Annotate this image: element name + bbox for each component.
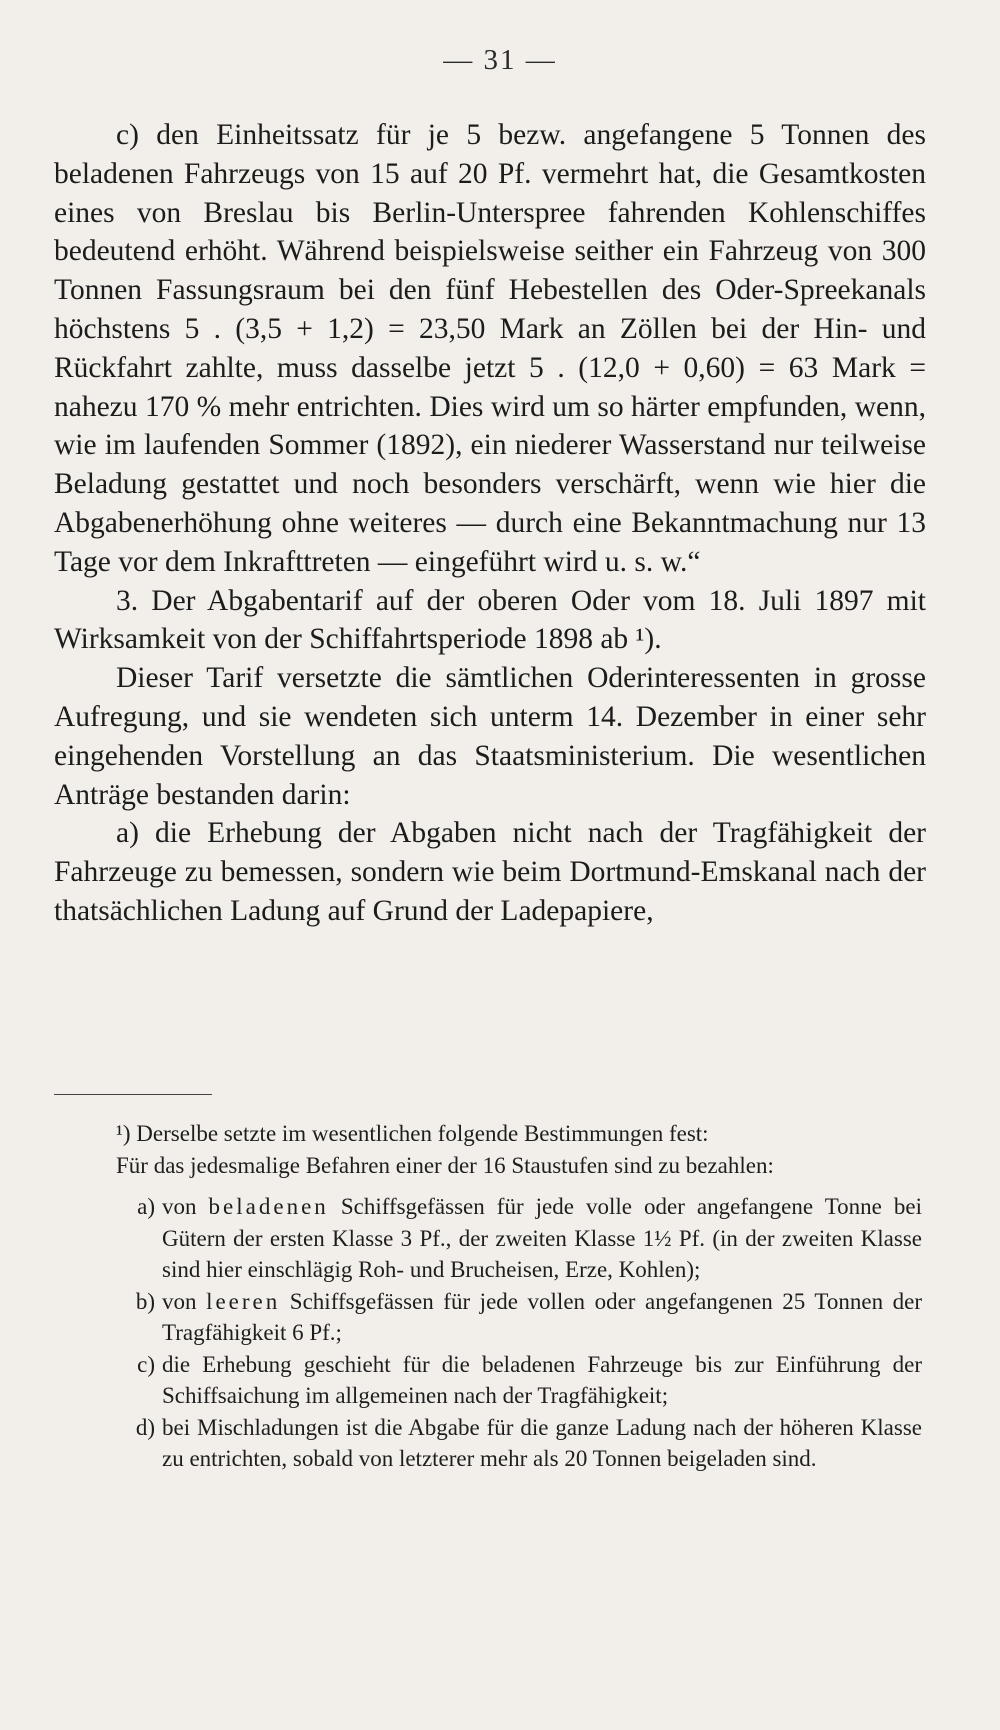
section-heading-paragraph: 3. Der Abgabentarif auf der oberen Oder vom 18. Juli 1897 mit Wirksamkeit von der Schiffahrtsperiode 1898 ab ¹). <box>54 584 926 656</box>
footnote-item-a <box>54 1191 922 1286</box>
footnote-item-prefix: von <box>162 1288 207 1314</box>
footnote-divider <box>54 1094 212 1095</box>
footnote-item-text <box>162 1191 922 1286</box>
footnote-item-body: die Erhebung geschieht für die beladenen Fahrzeuge bis zur Einführung der Schiffsaichung im allgemeinen nach der Tragfähigkeit; <box>162 1351 922 1408</box>
footnote-item-c <box>54 1349 922 1412</box>
footnote-item-text <box>162 1349 922 1412</box>
footnote-item-d <box>54 1412 922 1475</box>
body-paragraph: Dieser Tarif versetzte die sämtlichen Oderinteressenten in grosse Aufregung, und sie wendeten sich unterm 14. Dezember in einer sehr eingehenden Vorstellung an das Staatsministerium. Die wesentlichen Anträge bestanden darin: <box>54 662 926 811</box>
footnote-item-prefix: von <box>162 1194 209 1219</box>
footnote-item-text <box>162 1412 922 1475</box>
footnote-item-emphasis: beladenen <box>208 1194 329 1219</box>
body-paragraph: a) die Erhebung der Abgaben nicht nach der Tragfähigkeit der Fahrzeuge zu bemessen, sondern wie beim Dortmund-Emskanal nach der thatsächlichen Ladung auf Grund der Ladepapiere, <box>54 817 926 927</box>
footnote-item-marker: a) <box>137 1194 155 1219</box>
footnote-item-marker: d) <box>135 1414 155 1440</box>
footnote-item-body: Schiffsgefässen für jede volle oder angefangene Tonne bei Gütern der ersten Klasse 3 Pf., der zweiten Klasse 1½ Pf. (in der zweiten Klasse sind hier einschlägig Roh- und Brucheisen, Erze, Kohlen); <box>162 1194 923 1282</box>
footnote-section <box>54 1118 922 1475</box>
footnote-item-marker: c) <box>137 1351 155 1377</box>
footnote-item-emphasis: leeren <box>206 1288 281 1314</box>
footnote-item-marker: b) <box>135 1288 155 1314</box>
footnote-item-body: Schiffsgefässen für jede vollen oder angefangenen 25 Tonnen der Tragfähigkeit 6 Pf.; <box>162 1288 923 1345</box>
footnote-item-body: bei Mischladungen ist die Abgabe für die ganze Ladung nach der höheren Klasse zu entrichten, sobald von letzterer mehr als 20 Tonnen beigeladen sind. <box>162 1414 922 1471</box>
footnote-item-text <box>162 1286 922 1349</box>
page-number: — 31 — <box>443 44 557 76</box>
footnote-list <box>54 1191 922 1475</box>
footnote-intro: ¹) Derselbe setzte im wesentlichen folgende Bestimmungen fest: <box>116 1121 709 1146</box>
footnote-item-b <box>54 1286 922 1349</box>
body-paragraph: c) den Einheitssatz für je 5 bezw. angefangene 5 Tonnen des beladenen Fahrzeugs von 15 auf 20 Pf. vermehrt hat, die Gesamtkosten eines von Breslau bis Berlin-Unterspree fahrenden Kohlenschiffes bedeutend erhöht. Während beispielsweise seither ein Fahrzeug von 300 Tonnen Fassungsraum bei den fünf Hebestellen des Oder-Spreekanals höchstens 5 . (3,5 + 1,2) = 23,50 Mark an Zöllen bei der Hin- und Rückfahrt zahlte, muss dasselbe jetzt 5 . (12,0 + 0,60) = 63 Mark = nahezu 170 % mehr entrichten. Dies wird um so härter empfunden, wenn, wie im laufenden Sommer (1892), ein niederer Wasserstand nur teilweise Beladung gestattet und noch besonders verschärft, wenn wie hier die Abgabenerhöhung ohne weiteres — durch eine Bekanntmachung nur 13 Tage vor dem Inkrafttreten — eingeführt wird u. s. w.“ <box>54 119 926 578</box>
main-text <box>54 116 926 931</box>
footnote-lead: Für das jedesmalige Befahren einer der 16 Staustufen sind zu bezahlen: <box>116 1152 774 1178</box>
